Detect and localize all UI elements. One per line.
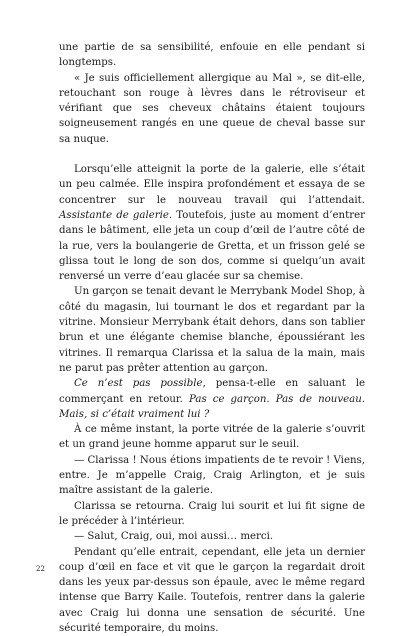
text-run: Clarissa se retourna. Craig lui sourit et lui fit signe de le précéder à l’intérieur. [59, 501, 365, 527]
page-number: 22 [36, 565, 45, 573]
paragraph [59, 499, 365, 530]
text-run: une partie de sa sensibilité, enfouie en elle pendant si longtemps. [59, 42, 365, 68]
page-body [59, 40, 365, 636]
paragraph [59, 284, 365, 376]
text-run: — Clarissa ! Nous étions impatients de te revoir ! Viens, entre. Je m’appelle Craig, Craig Arlington, et je suis maître assistant de la galerie. [59, 455, 365, 497]
text-run: — Salut, Craig, oui, moi aussi… merci. [74, 531, 273, 542]
text-run: Lorsqu’elle atteignit la porte de la galerie, elle s’était un peu calmée. Elle inspira profondément et essaya de se concentrer sur le nouveau travail qui l’attendait. [59, 164, 365, 206]
section-break [59, 147, 365, 162]
paragraph [59, 71, 365, 147]
paragraph [59, 376, 365, 422]
text-run: Pendant qu’elle entrait, cependant, elle jeta un dernier coup d’œil en face et vit que le garçon la regardait droit dans les yeux par-dessus son épaule, avec le même regard intense que Barry Kaile. Toutefois, rentrer dans la galerie avec Craig lui donna une sensation de sécurité. Une sécurité temporaire, du moins. [59, 547, 365, 634]
italic-text: Ce n’est pas possible [74, 378, 203, 389]
text-run: À ce même instant, la porte vitrée de la galerie s’ouvrit et un grand jeune homme apparut sur le seuil. [59, 424, 365, 450]
paragraph [59, 422, 365, 453]
italic-text: Pas ce garçon. Pas de nouveau. Mais, si c’était vraiment lui ? [59, 394, 365, 420]
italic-text: Assistante de galerie. [59, 210, 172, 221]
paragraph [59, 453, 365, 499]
text-run: Toutefois, juste au moment d’entrer dans le bâtiment, elle jeta un coup d’œil de l’autre côté de la rue, vers la boulangerie de Gretta, et un frisson gelé se glissa tout le long de son dos, comme si quelqu’un avait renversé un verre d’eau glacée sur sa chemise. [59, 210, 365, 282]
text-run: Un garçon se tenait devant le Merrybank Model Shop, à côté du magasin, lui tournant le dos et regardant par la vitrine. Monsieur Merrybank était dehors, dans son tablier brun et une élégante chemise blanche, époussiérant les vitrines. Il remarqua Clarissa et la salua de la main, mais ne parut pas prêter attention au garçon. [59, 286, 365, 373]
text-run: « Je suis officiellement allergique au Mal », se dit-elle, retouchant son rouge à lèvres dans le rétroviseur et vérifiant que ses cheveux châtains étaient toujours soigneusement rangés en une queue de cheval basse sur sa nuque. [59, 73, 365, 145]
paragraph [59, 40, 365, 71]
paragraph [59, 529, 365, 544]
paragraph [59, 545, 365, 636]
text-run: , pensa-t-elle en saluant le commerçant en retour. [59, 378, 365, 404]
paragraph [59, 162, 365, 284]
